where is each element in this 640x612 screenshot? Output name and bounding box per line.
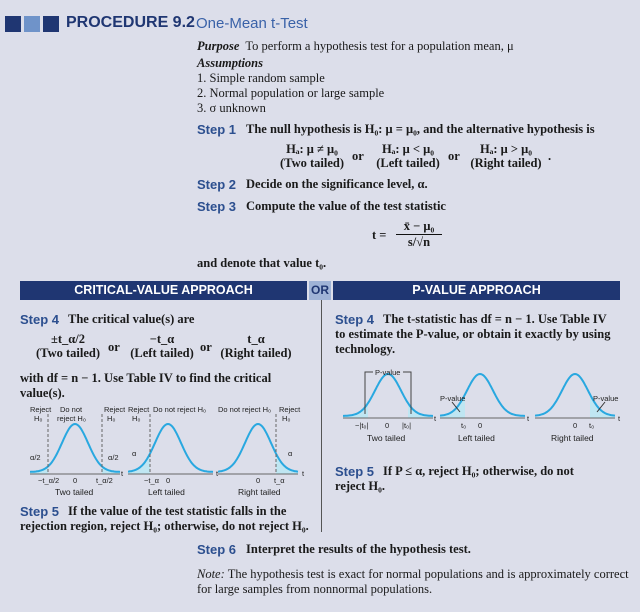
title-square-icon (5, 16, 21, 32)
left-tailed-rejection-chart (128, 404, 223, 499)
do-not-label: Do not (60, 405, 83, 414)
reject-label: Reject (128, 405, 150, 414)
cv-df-text: value(s). (20, 386, 65, 400)
title-square-icon (24, 16, 40, 32)
assumption-item: 1. Simple random sample (197, 71, 325, 85)
h0-label: H₀ (132, 414, 141, 423)
note-text: for large samples from nonnormal populations. (197, 582, 433, 596)
alpha-label: α (288, 449, 293, 458)
h0-label: H₀ (282, 414, 291, 423)
chart-caption: Two tailed (367, 433, 406, 443)
critical-value: ±t_α/2 (51, 332, 85, 346)
or-banner: OR (309, 281, 331, 300)
tick-label: |t₀| (402, 421, 412, 430)
two-tailed-rejection-chart (30, 404, 125, 499)
chart-caption: Left tailed (458, 433, 495, 443)
critical-value-banner: CRITICAL-VALUE APPROACH (20, 281, 307, 300)
pv-step5-text: If P ≤ α, reject H₀; otherwise, do not (383, 464, 574, 478)
cv-df-text: with df = n − 1. Use Table IV to find the critical (20, 371, 272, 385)
assumptions-label: Assumptions (197, 56, 264, 70)
note-text: The hypothesis test is exact for normal populations and is approximately correct (227, 567, 629, 581)
title-square-icon (43, 16, 59, 32)
procedure-title: One-Mean t-Test (196, 15, 308, 32)
pv-step4-label: Step 4 (335, 312, 375, 327)
left-tailed-pvalue-chart (440, 366, 535, 446)
period: . (548, 149, 552, 163)
cv-step4-label: Step 4 (20, 312, 60, 327)
cv-step4-text: The critical value(s) are (68, 312, 195, 326)
cv-step5-label: Step 5 (20, 504, 60, 519)
step2-label: Step 2 (197, 177, 237, 192)
step1-label: Step 1 (197, 122, 237, 137)
tick-label: 0 (478, 421, 483, 430)
alpha-half-label: α/2 (108, 453, 119, 462)
chart-caption: Left tailed (148, 487, 185, 497)
p-value-banner: P-VALUE APPROACH (333, 281, 620, 300)
reject-label: Reject (104, 405, 125, 414)
step3-text: Compute the value of the test statistic (246, 199, 446, 213)
p-value-label: P-value (440, 394, 466, 403)
purpose-label: Purpose (197, 39, 240, 53)
tick-label: 0 (73, 476, 78, 485)
density-curve (218, 424, 298, 472)
chart-caption: Right tailed (551, 433, 594, 443)
tick-label: 0 (385, 421, 390, 430)
chart-caption: Right tailed (238, 487, 281, 497)
cv-step5-text: rejection region, reject H₀; otherwise, do not reject H₀. (20, 519, 309, 533)
step3-label: Step 3 (197, 199, 237, 214)
purpose-text: To perform a hypothesis test for a population mean, μ (245, 39, 514, 53)
assumption-item: 3. σ unknown (197, 101, 266, 115)
tick-label: −|t₀| (355, 421, 369, 430)
axis-label: t (302, 469, 305, 478)
alt-caption: (Two tailed) (280, 156, 344, 170)
critical-caption: (Two tailed) (36, 346, 100, 360)
pv-step5-text: reject H₀. (335, 479, 386, 493)
tick-label: t₀ (461, 421, 467, 430)
reject-label: Reject (279, 405, 301, 414)
alpha-half-label: α/2 (30, 453, 41, 462)
assumption-item: 2. Normal population or large sample (197, 86, 385, 100)
or-text: or (200, 340, 212, 354)
critical-value: −t_α (149, 332, 175, 346)
right-tailed-rejection-chart (218, 404, 318, 499)
pv-step4-text: technology. (335, 342, 396, 356)
tick-label: t_α (274, 476, 285, 485)
column-divider (321, 300, 322, 532)
reject-h0-label: reject H₀ (57, 414, 86, 423)
tick-label: t₀ (589, 421, 595, 430)
density-curve (128, 424, 213, 472)
reject-label: Reject (30, 405, 52, 414)
alt-right-tailed: Hₐ: μ > μ₀ (480, 142, 532, 156)
chart-caption: Two tailed (55, 487, 94, 497)
alt-left-tailed: Hₐ: μ < μ₀ (382, 142, 434, 156)
procedure-number: PROCEDURE 9.2 (66, 14, 195, 31)
note-label: Note: (197, 567, 225, 581)
step2-text: Decide on the significance level, α. (246, 177, 428, 191)
tick-label: 0 (573, 421, 578, 430)
density-curve (343, 374, 433, 416)
density-curve (30, 424, 120, 472)
do-not-reject-label: Do not reject H₀ (153, 405, 207, 414)
axis-label: t (434, 414, 437, 423)
denote-text: and denote that value t₀. (197, 256, 327, 270)
pv-step4-text: to estimate the P-value, or obtain it exactly by using (335, 327, 611, 341)
alpha-label: α (132, 449, 137, 458)
tick-label: 0 (256, 476, 261, 485)
alt-caption: (Left tailed) (376, 156, 440, 170)
pv-step5-label: Step 5 (335, 464, 375, 479)
axis-label: t (121, 469, 124, 478)
axis-label: t (618, 414, 621, 423)
step6-text: Interpret the results of the hypothesis test. (246, 542, 471, 556)
formula-numerator: x̄ − μ₀ (396, 219, 442, 235)
step1-text: The null hypothesis is H₀: μ = μ₀, and the alternative hypothesis is (246, 122, 595, 136)
tick-label: t_α/2 (96, 476, 113, 485)
do-not-reject-label: Do not reject H₀ (218, 405, 272, 414)
step6-label: Step 6 (197, 542, 237, 557)
or-text: or (448, 149, 460, 163)
h0-label: H₀ (107, 414, 116, 423)
critical-caption: (Right tailed) (220, 346, 292, 360)
p-value-label: P-value (375, 368, 401, 377)
formula-lhs: t = (372, 228, 387, 242)
alt-caption: (Right tailed) (470, 156, 542, 170)
alt-two-tailed: Hₐ: μ ≠ μ₀ (286, 142, 338, 156)
critical-caption: (Left tailed) (130, 346, 194, 360)
right-tailed-pvalue-chart (535, 366, 635, 446)
two-tailed-pvalue-chart (343, 366, 438, 446)
formula-denominator: s/√n (407, 235, 431, 249)
axis-label: t (527, 414, 530, 423)
axis-label: t (216, 469, 219, 478)
p-value-label: P-value (593, 394, 619, 403)
tick-label: 0 (166, 476, 171, 485)
or-text: or (108, 340, 120, 354)
pv-step4-text: The t-statistic has df = n − 1. Use Table IV (383, 312, 607, 326)
tick-label: −t_α/2 (38, 476, 60, 485)
critical-value: t_α (247, 332, 265, 346)
or-text: or (352, 149, 364, 163)
h0-label: H₀ (34, 414, 43, 423)
tick-label: −t_α (144, 476, 159, 485)
cv-step5-text: If the value of the test statistic falls in the (68, 504, 287, 518)
